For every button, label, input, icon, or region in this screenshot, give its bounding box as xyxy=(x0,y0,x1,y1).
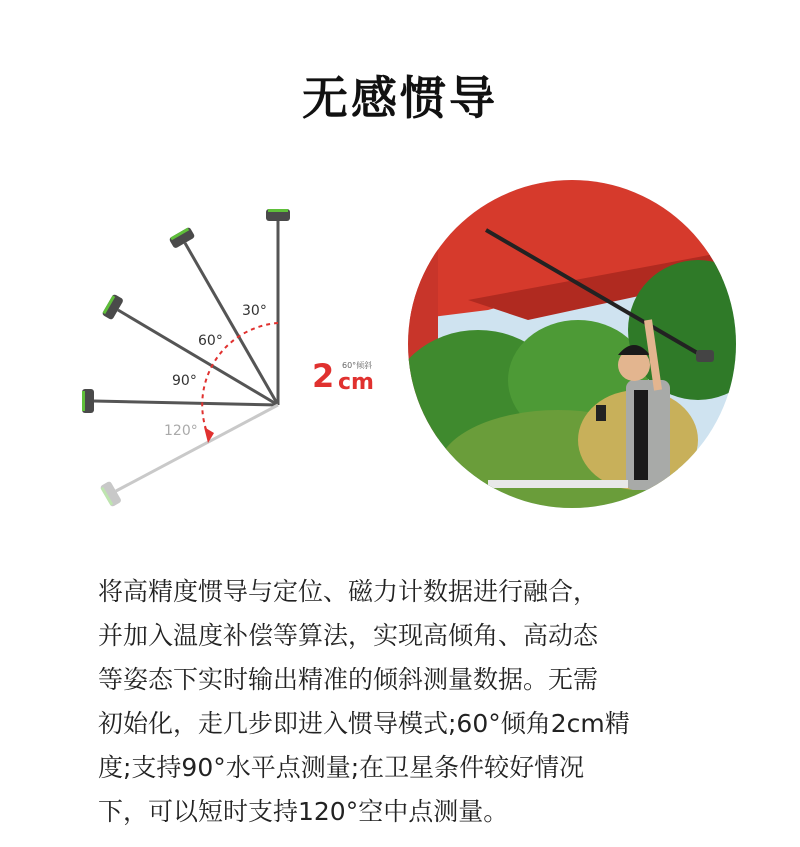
description-line: 下，可以短时支持120°空中点测量。 xyxy=(98,797,509,826)
pole-120 xyxy=(116,405,278,491)
accuracy-unit: cm xyxy=(338,370,374,395)
gnss-receiver-icon xyxy=(100,481,122,508)
description-line: 度;支持90°水平点测量;在卫星条件较好情况 xyxy=(98,753,585,782)
gnss-receiver-icon xyxy=(82,389,94,413)
page-title: 无感惯导 xyxy=(302,71,498,125)
gnss-receiver-icon xyxy=(266,209,290,221)
description-line: 初始化，走几步即进入惯导模式;60°倾角2cm精 xyxy=(98,709,630,738)
gnss-receiver-icon xyxy=(169,227,196,249)
pole-90 xyxy=(94,401,278,405)
angle-label-90: 90° xyxy=(172,373,197,389)
pole-60 xyxy=(118,310,278,405)
angle-label-30: 30° xyxy=(242,303,267,319)
accuracy-value: 2 xyxy=(312,357,335,395)
description-line: 等姿态下实时输出精准的倾斜测量数据。无需 xyxy=(98,665,599,694)
feature-description xyxy=(98,570,718,834)
pole-30 xyxy=(185,243,278,405)
description-line: 并加入温度补偿等算法，实现高倾角、高动态 xyxy=(98,621,599,650)
accuracy-caption: 60°倾斜 xyxy=(342,361,373,370)
description-line: 将高精度惯导与定位、磁力计数据进行融合， xyxy=(98,577,599,606)
surveyor-photo xyxy=(408,180,736,508)
angle-label-60: 60° xyxy=(198,333,223,349)
angle-label-120: 120° xyxy=(164,423,198,439)
accuracy-badge xyxy=(312,358,382,398)
gnss-receiver-icon xyxy=(102,294,124,321)
